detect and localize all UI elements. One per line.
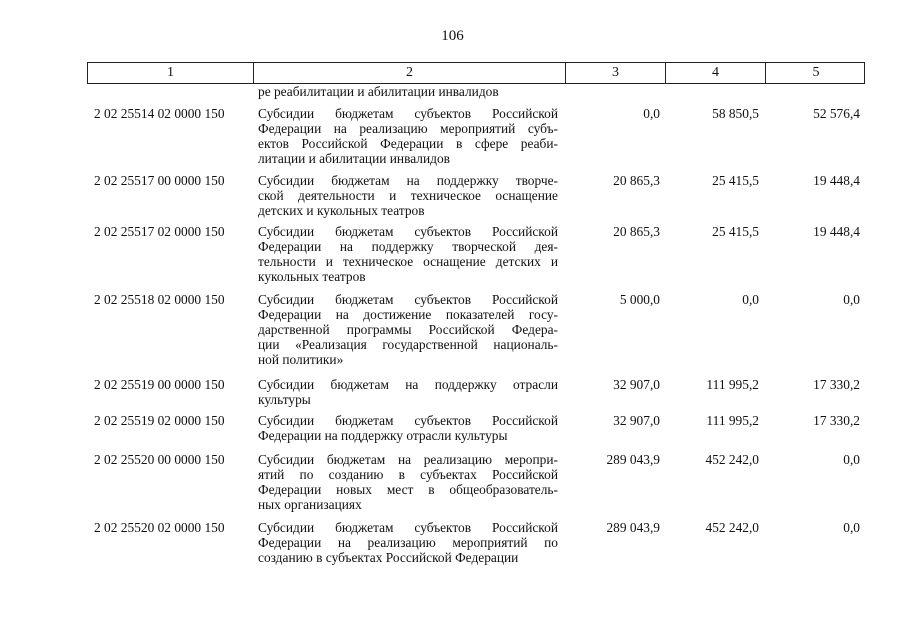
row-value-col5: 19 448,4: [813, 173, 860, 188]
row-value-col4: 111 995,2: [706, 377, 759, 392]
description-line: Субсидии бюджетам на реализацию меропри-: [258, 452, 558, 467]
header-col-4: 4: [665, 63, 765, 83]
row-value-col5: 17 330,2: [813, 377, 860, 392]
row-code: 2 02 25519 00 0000 150: [94, 377, 225, 392]
description-line: Федерации на реализацию мероприятий субъ-: [258, 121, 558, 136]
description-line: кукольных театров: [258, 269, 366, 284]
description-line: ской деятельности и техническое оснащение: [258, 188, 558, 203]
description-line: Федерации на реализацию мероприятий по: [258, 535, 558, 550]
header-col-1: 1: [167, 65, 174, 80]
description-line: детских и кукольных театров: [258, 203, 425, 218]
row-value-col4: 25 415,5: [712, 224, 759, 239]
description-line: Субсидии бюджетам на поддержку отрасли: [258, 377, 558, 392]
row-value-col3: 0,0: [643, 106, 660, 121]
header-col-2: 2: [253, 63, 565, 83]
description-line: литации и абилитации инвалидов: [258, 151, 450, 166]
row-code: 2 02 25517 00 0000 150: [94, 173, 225, 188]
description-line: культуры: [258, 392, 311, 407]
row-value-col5: 19 448,4: [813, 224, 860, 239]
row-value-col5: 0,0: [843, 452, 860, 467]
description-line: Субсидии бюджетам субъектов Российской: [258, 413, 558, 428]
row-value-col5: 52 576,4: [813, 106, 860, 121]
description-line: ной политики»: [258, 352, 344, 367]
row-value-col4: 58 850,5: [712, 106, 759, 121]
row-value-col3: 289 043,9: [606, 452, 660, 467]
description-line: тельности и техническое оснащение детских и: [258, 254, 558, 269]
description-line: Федерации на достижение показателей госу-: [258, 307, 558, 322]
row-description: [258, 173, 558, 218]
description-line: Федерации на поддержку творческой дея-: [258, 239, 558, 254]
row-value-col3: 5 000,0: [619, 292, 660, 307]
row-code: 2 02 25514 02 0000 150: [94, 106, 225, 121]
row-description: [258, 377, 558, 407]
row-value-col5: 0,0: [843, 520, 860, 535]
description-line: дарственной программы Российской Федера-: [258, 322, 558, 337]
row-code: 2 02 25520 00 0000 150: [94, 452, 225, 467]
description-line: Федерации новых мест в общеобразователь-: [258, 482, 558, 497]
row-description: [258, 106, 558, 166]
row-value-col5: 0,0: [843, 292, 860, 307]
continuation-text: ре реабилитации и абилитации инвалидов: [258, 84, 499, 99]
row-value-col4: 452 242,0: [705, 520, 759, 535]
header-col-5: 5: [765, 63, 866, 83]
row-value-col4: 452 242,0: [705, 452, 759, 467]
row-value-col3: 20 865,3: [613, 173, 660, 188]
description-line: Субсидии бюджетам субъектов Российской: [258, 292, 558, 307]
description-line: ции «Реализация государственной националь-: [258, 337, 558, 352]
description-line: созданию в субъектах Российской Федерации: [258, 550, 519, 565]
row-value-col3: 289 043,9: [606, 520, 660, 535]
row-code: 2 02 25518 02 0000 150: [94, 292, 225, 307]
row-description: [258, 292, 558, 367]
description-line: Федерации на поддержку отрасли культуры: [258, 428, 508, 443]
row-value-col3: 32 907,0: [613, 413, 660, 428]
row-value-col4: 111 995,2: [706, 413, 759, 428]
row-code: 2 02 25519 02 0000 150: [94, 413, 225, 428]
row-value-col4: 0,0: [742, 292, 759, 307]
description-line: Субсидии бюджетам субъектов Российской: [258, 520, 558, 535]
row-description: [258, 224, 558, 284]
description-line: ятий по созданию в субъектах Российской: [258, 467, 558, 482]
row-value-col3: 20 865,3: [613, 224, 660, 239]
row-code: 2 02 25517 02 0000 150: [94, 224, 225, 239]
row-value-col3: 32 907,0: [613, 377, 660, 392]
table-header: [87, 62, 865, 84]
row-code: 2 02 25520 02 0000 150: [94, 520, 225, 535]
description-line: Субсидии бюджетам субъектов Российской: [258, 106, 558, 121]
description-line: ектов Российской Федерации в сфере реаби-: [258, 136, 558, 151]
description-line: ных организациях: [258, 497, 362, 512]
row-description: [258, 452, 558, 512]
row-value-col4: 25 415,5: [712, 173, 759, 188]
row-description: [258, 520, 558, 565]
row-value-col5: 17 330,2: [813, 413, 860, 428]
description-line: Субсидии бюджетам субъектов Российской: [258, 224, 558, 239]
header-col-3: 3: [565, 63, 665, 83]
page-number: 106: [441, 28, 464, 44]
description-line: Субсидии бюджетам на поддержку творче-: [258, 173, 558, 188]
row-description: [258, 413, 558, 443]
